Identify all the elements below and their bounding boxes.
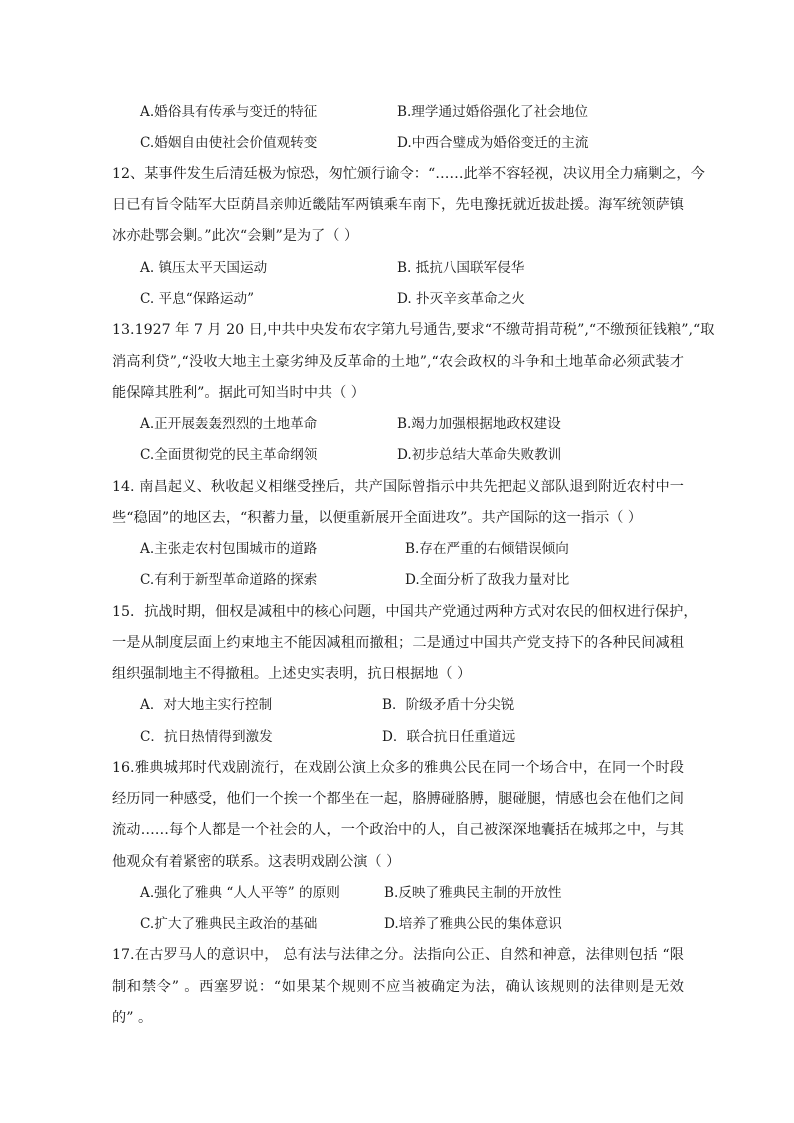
q12-stem-line-3: 冰亦赴鄂会剿。”此次“会剿”是为了（ ）: [112, 228, 359, 244]
q17-stem-line-3: 的” 。: [112, 1010, 153, 1026]
q16-option-d: D.培养了雅典公民的集体意识: [384, 916, 562, 932]
q17-stem-line-1: 17.在古罗马人的意识中， 总有法与法律之分。法指向公正、自然和神意，法律则包括 “限: [112, 947, 684, 963]
q15-stem-line-1: 15．抗战时期，佃权是减租中的核心问题，中国共产党通过两种方式对农民的佃权进行保护，: [112, 604, 698, 620]
q12-option-a: A. 镇压太平天国运动: [140, 260, 268, 276]
q12-stem-line-2: 日已有旨令陆军大臣荫昌亲帅近畿陆军两镇乘车南下，先电豫抚就近拔赴援。海军统领萨镇: [112, 197, 684, 213]
q13-option-b: B.竭力加强根据地政权建设: [397, 416, 561, 432]
q14-option-b: B.存在严重的右倾错误倾向: [405, 541, 569, 557]
q16-stem-line-4: 他观众有着紧密的联系。这表明戏剧公演（ ）: [112, 854, 401, 870]
q14-stem-line-1: 14. 南昌起义、秋收起义相继受挫后，共产国际曾指示中共先把起义部队退到附近农村中一: [112, 479, 684, 495]
q13-stem-line-1: 13.1927 年 7 月 20 日,中共中央发布农字第九号通告,要求“不缴苛捐苛税”,“不缴预征钱粮”,“取: [112, 322, 715, 338]
q13-stem-line-2: 消高利贷”,“没收大地主土豪劣绅及反革命的土地”,“农会政权的斗争和土地革命必须武装才: [112, 354, 684, 370]
q12-option-b: B. 抵抗八国联军侵华: [397, 260, 525, 276]
q14-stem-line-2: 些“稳固”的地区去，“积蓄力量，以便重新展开全面进攻”。共产国际的这一指示（ ）: [112, 510, 643, 526]
q12-option-d: D. 扑灭辛亥革命之火: [397, 291, 525, 307]
q15-option-b: B．阶级矛盾十分尖锐: [382, 697, 515, 713]
q13-option-d: D.初步总结大革命失败教训: [397, 447, 562, 463]
q13-option-c: C.全面贯彻党的民主革命纲领: [140, 447, 318, 463]
q15-stem-line-2: 一是从制度层面上约束地主不能因减租而撤租；二是通过中国共产党支持下的各种民间减租: [112, 635, 684, 651]
q16-option-c: C.扩大了雅典民主政治的基础: [140, 916, 318, 932]
q15-option-d: D．联合抗日任重道远: [382, 729, 516, 745]
q16-stem-line-3: 流动……每个人都是一个社会的人，一个政治中的人，自己被深深地囊括在城邦之中，与其: [112, 822, 684, 838]
q11-option-b: B.理学通过婚俗强化了社会地位: [397, 104, 589, 120]
q13-stem-line-3: 能保障其胜利”。据此可知当时中共（ ）: [112, 385, 365, 401]
q15-stem-line-3: 组织强制地主不得撤租。上述史实表明，抗日根据地（ ）: [112, 666, 472, 682]
q16-stem-line-2: 经历同一种感受，他们一个挨一个都坐在一起，胳膊碰胳膊，腿碰腿，情感也会在他们之间: [112, 791, 684, 807]
q14-option-a: A.主张走农村包围城市的道路: [140, 541, 318, 557]
q14-option-d: D.全面分析了敌我力量对比: [405, 572, 570, 588]
q11-option-a: A.婚俗具有传承与变迁的特征: [140, 104, 318, 120]
q12-option-c: C. 平息“保路运动”: [140, 291, 255, 307]
q14-option-c: C.有利于新型革命道路的探索: [140, 572, 318, 588]
q12-stem-line-1: 12、某事件发生后清廷极为惊恐，匆忙颁行谕令：“……此举不容轻视，决议用全力痛剿之，今: [112, 166, 705, 182]
q15-option-c: C．抗日热情得到激发: [140, 729, 273, 745]
q13-option-a: A.正开展轰轰烈烈的土地革命: [140, 416, 318, 432]
q16-option-b: B.反映了雅典民主制的开放性: [384, 885, 562, 901]
q11-option-c: C.婚姻自由使社会价值观转变: [140, 135, 318, 151]
q11-option-d: D.中西合璧成为婚俗变迁的主流: [397, 135, 589, 151]
q15-option-a: A．对大地主实行控制: [140, 697, 273, 713]
q16-option-a: A.强化了雅典 “人人平等” 的原则: [140, 885, 340, 901]
q16-stem-line-1: 16.雅典城邦时代戏剧流行，在戏剧公演上众多的雅典公民在同一个场合中，在同一个时段: [112, 760, 684, 776]
q17-stem-line-2: 制和禁令” 。西塞罗说：“如果某个规则不应当被确定为法，确认该规则的法律则是无效: [112, 979, 684, 995]
